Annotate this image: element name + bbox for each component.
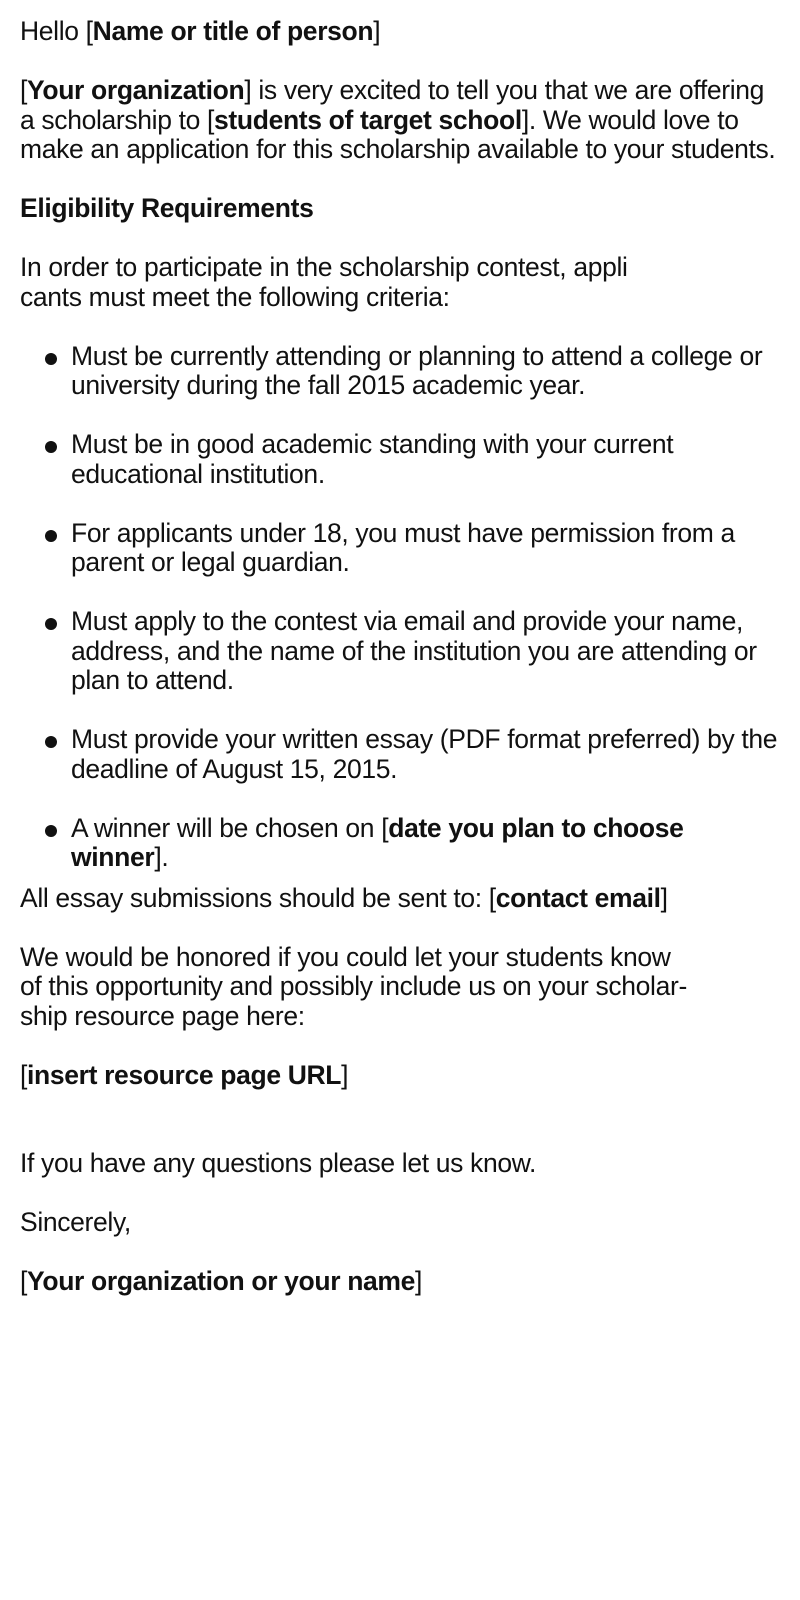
criteria-list	[20, 342, 780, 873]
closing-line: Sincerely,	[20, 1207, 131, 1237]
request-line-3: ship resource page here:	[20, 1000, 305, 1031]
criteria-text: For applicants under 18, you must have permission from a parent or legal guardian.	[71, 517, 735, 577]
submission-suffix: ]	[660, 882, 668, 913]
criteria-item	[20, 519, 780, 578]
eligibility-intro	[20, 253, 780, 312]
request-line-1: We would be honored if you could let your students know	[20, 941, 671, 972]
bullet-icon	[45, 530, 57, 542]
intro-open-bracket: [	[20, 75, 28, 105]
criteria-item	[20, 430, 780, 489]
eligibility-heading	[20, 194, 780, 224]
criteria-suffix: ].	[154, 842, 169, 872]
criteria-text: Must be in good academic standing with your current educational institution.	[71, 429, 674, 489]
questions-line: If you have any questions please let us know.	[20, 1148, 537, 1178]
bullet-icon	[45, 441, 57, 453]
intro-paragraph	[20, 76, 780, 165]
bullet-icon	[45, 825, 57, 837]
contact-email-placeholder: contact email	[495, 882, 661, 913]
winner-date-placeholder: date you plan to choose winner	[71, 812, 684, 872]
resource-open-bracket: [	[20, 1059, 28, 1090]
submission-line	[20, 884, 780, 914]
eligibility-heading-text: Eligibility Requirements	[20, 193, 314, 223]
recipient-placeholder: Name or title of person	[92, 16, 374, 46]
criteria-text: Must provide your written essay (PDF format preferred) by the deadline of August 15, 2015.	[71, 724, 778, 784]
bullet-icon	[45, 618, 57, 630]
letter-document	[20, 17, 780, 1297]
bullet-icon	[45, 736, 57, 748]
criteria-text: Must apply to the contest via email and provide your name, address, and the name of the institution you are attending or plan to attend.	[71, 606, 757, 695]
resource-url-line	[20, 1061, 780, 1091]
bullet-icon	[45, 353, 57, 365]
target-students-placeholder: students of target school	[214, 104, 522, 135]
signature-close-bracket: ]	[415, 1266, 423, 1296]
signature-placeholder: Your organization or your name	[27, 1266, 416, 1296]
request-paragraph	[20, 943, 780, 1032]
greeting-line	[20, 17, 780, 47]
request-line-2: of this opportunity and possibly include us on your scholar-	[20, 971, 687, 1001]
intro-text-1: ] is very excited to tell you that we are offering a scholarship to [	[20, 75, 765, 135]
criteria-text: Must be currently attending or planning to attend a college or university during the fall 2015 academic year.	[71, 340, 763, 400]
resource-close-bracket: ]	[341, 1059, 349, 1090]
criteria-item	[20, 342, 780, 401]
eligibility-intro-line-2: cants must meet the following criteria:	[20, 281, 450, 312]
resource-url-placeholder: insert resource page URL	[27, 1059, 342, 1090]
criteria-item	[20, 607, 780, 696]
eligibility-intro-line-1: In order to participate in the scholarship contest, appli	[20, 252, 628, 282]
submission-prefix: All essay submissions should be sent to: [	[20, 882, 496, 913]
criteria-prefix: A winner will be chosen on [	[71, 812, 389, 843]
signature-line	[20, 1267, 780, 1297]
signature-open-bracket: [	[20, 1266, 28, 1296]
greeting-prefix: Hello [	[20, 16, 93, 46]
organization-placeholder: Your organization	[27, 75, 245, 105]
intro-text-2: ]. We would love to make an application for this scholarship available to your students.	[20, 104, 776, 164]
greeting-suffix: ]	[373, 16, 381, 46]
criteria-item	[20, 814, 780, 873]
criteria-item	[20, 725, 780, 784]
